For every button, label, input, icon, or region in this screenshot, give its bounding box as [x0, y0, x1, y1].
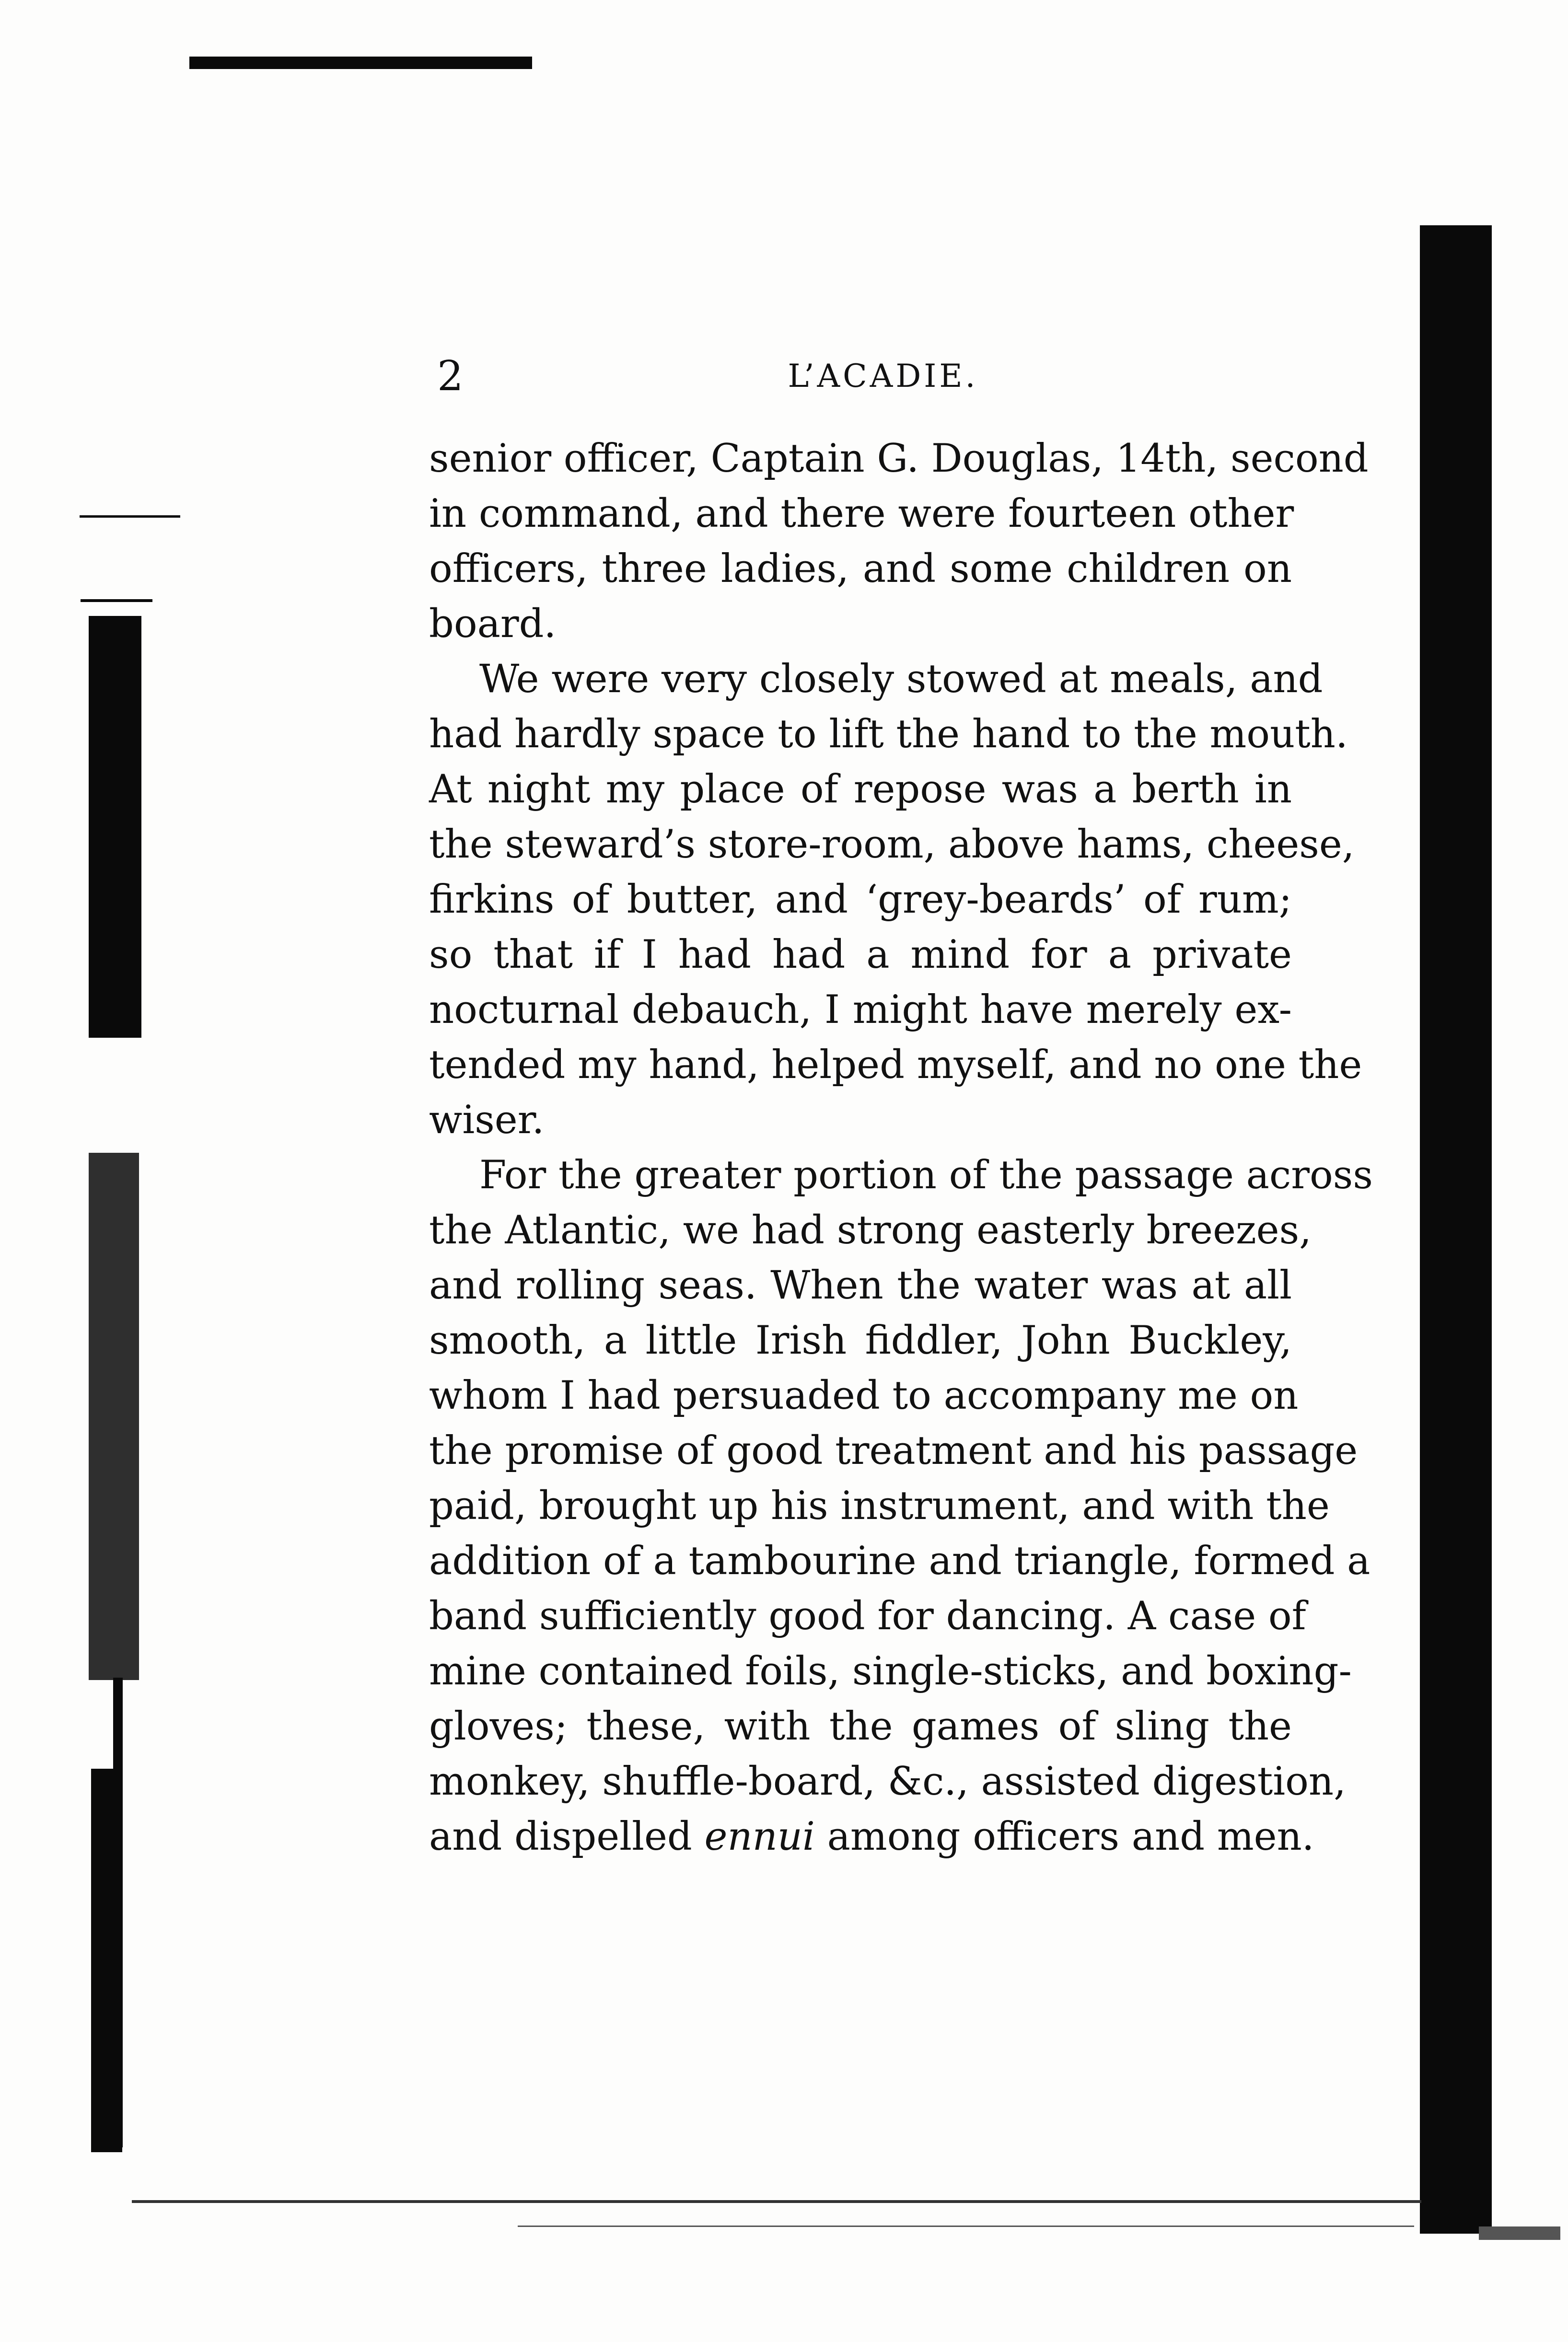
page-header — [437, 350, 1290, 403]
text-line: senior officer, Captain G. Douglas, 14th, second — [429, 436, 1369, 481]
text-line: monkey, shuffle-board, &c., assisted digestion, — [429, 1759, 1346, 1804]
text-line: nocturnal debauch, I might have merely ex- — [429, 987, 1292, 1032]
scan-artifact-left-block — [89, 1153, 139, 1680]
scan-artifact-smudge — [1479, 2226, 1560, 2240]
text-line: in command, and there were fourteen other — [429, 491, 1294, 536]
scan-artifact-left-line — [80, 515, 180, 518]
text-line: board. — [429, 602, 557, 647]
text-line: the Atlantic, we had strong easterly breezes, — [429, 1208, 1312, 1253]
text-line: We were very closely stowed at meals, and — [479, 657, 1323, 702]
text-line: and rolling seas. When the water was at all — [429, 1263, 1292, 1308]
text-line: smooth, a little Irish fiddler, John Buckley, — [429, 1318, 1292, 1363]
text-line: gloves; these, with the games of sling the — [429, 1704, 1292, 1749]
text-line: firkins of butter, and ‘grey-beards’ of rum; — [429, 877, 1292, 922]
text-line: paid, brought up his instrument, and with the — [429, 1484, 1330, 1529]
text-line: tended my hand, helped myself, and no one the — [429, 1043, 1362, 1088]
text-line: whom I had persuaded to accompany me on — [429, 1373, 1299, 1418]
text-line: wiser. — [429, 1098, 545, 1143]
scan-artifact-bottom-line — [518, 2226, 1414, 2227]
text-fragment: among officers and men. — [814, 1814, 1314, 1859]
italic-word: ennui — [704, 1814, 815, 1859]
text-line: officers, three ladies, and some children on — [429, 546, 1292, 591]
scan-artifact-left-line — [81, 599, 152, 602]
body-text — [429, 431, 1373, 1865]
text-line: At night my place of repose was a berth in — [429, 767, 1292, 812]
running-head: L’ACADIE. — [788, 358, 978, 394]
text-line: the steward’s store-room, above hams, cheese, — [429, 822, 1355, 867]
text-line: the promise of good treatment and his passage — [429, 1428, 1358, 1473]
text-line: band sufficiently good for dancing. A case of — [429, 1594, 1306, 1639]
text-line: For the greater portion of the passage across — [479, 1153, 1373, 1198]
text-line: addition of a tambourine and triangle, formed a — [429, 1539, 1371, 1584]
scan-artifact-left-block — [113, 1678, 123, 2147]
scan-artifact-left-block — [89, 616, 141, 1038]
scan-artifact-right-bar — [1420, 225, 1492, 2234]
text-line-last — [429, 1809, 1314, 1865]
text-line: mine contained foils, single-sticks, and boxing- — [429, 1649, 1352, 1694]
text-line: so that if I had had a mind for a private — [429, 932, 1292, 977]
text-fragment: and dispelled — [429, 1814, 705, 1859]
text-line: had hardly space to lift the hand to the mouth. — [429, 712, 1348, 757]
scan-artifact-top-bar — [189, 57, 532, 69]
page-number: 2 — [437, 352, 464, 400]
scan-artifact-bottom-line — [132, 2200, 1421, 2203]
